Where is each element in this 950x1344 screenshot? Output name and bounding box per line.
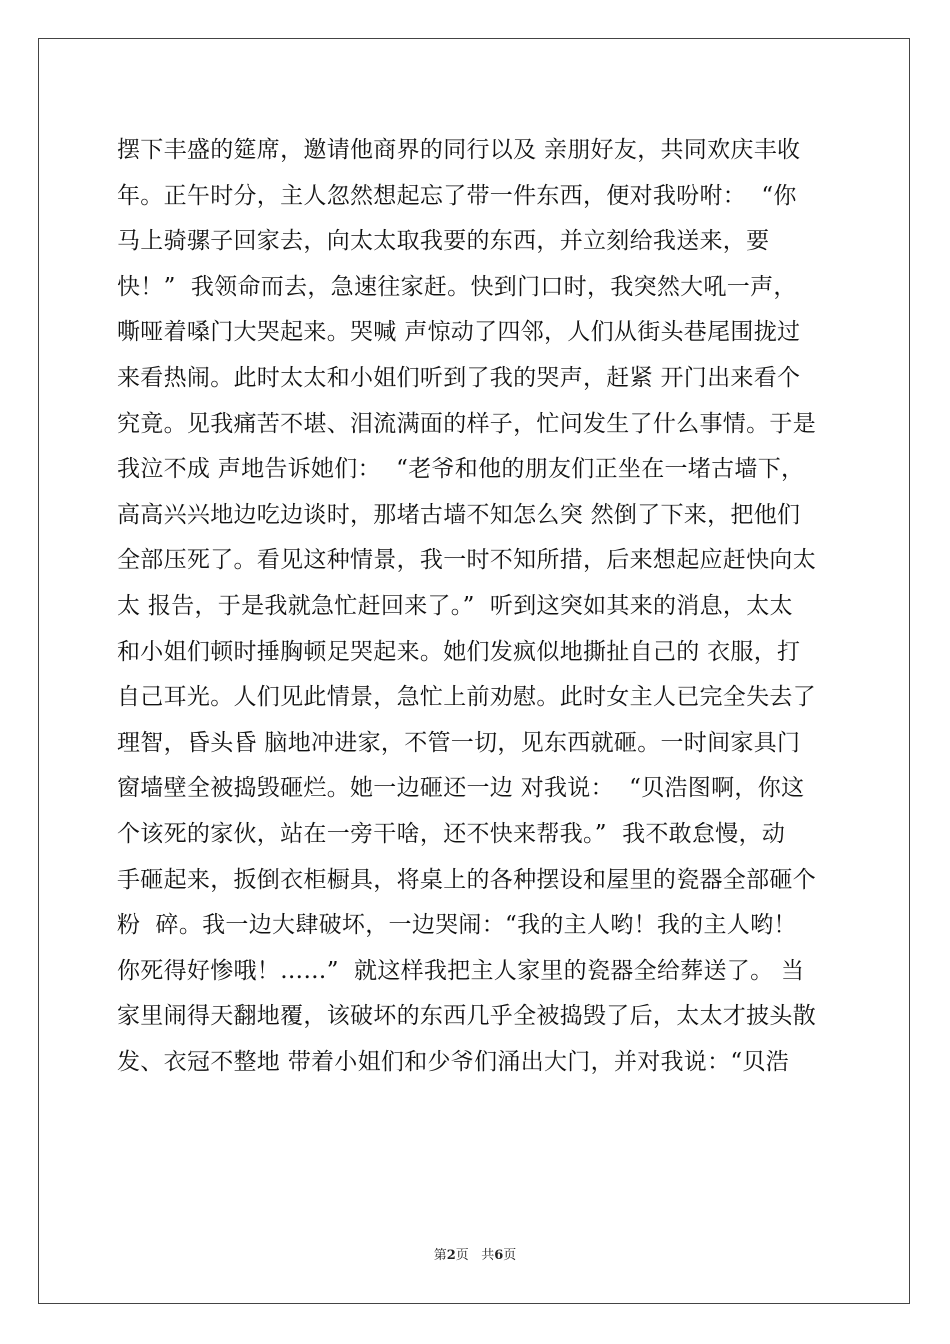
text-line: 摆下丰盛的筵席，邀请他商界的同行以及 亲朋好友，共同欢庆丰收 — [117, 137, 801, 163]
text-line: 太 报告，于是我就急忙赶回来了。” 听到这突如其来的消息，太太 — [117, 592, 793, 619]
text-line: 年。正午时分，主人忽然想起忘了带一件东西，便对我吩咐： “你 — [117, 182, 797, 209]
text-line: 自己耳光。人们见此情景，急忙上前劝慰。此时女主人已完全失去了 — [117, 684, 816, 711]
text-line: 你死得好惨哦！……” 就这样我把主人家里的瓷器全给葬送了。 当 — [117, 957, 805, 984]
text-line: 马上骑骡子回家去，向太太取我要的东西，并立刻给我送来，要 — [117, 228, 770, 255]
page-footer — [0, 1244, 950, 1263]
total-page-number: 6 — [494, 1248, 504, 1263]
footer-prefix: 第 — [433, 1248, 447, 1263]
text-line: 来看热闹。此时太太和小姐们听到了我的哭声，赶紧 开门出来看个 — [117, 364, 801, 391]
text-line: 手砸起来，扳倒衣柜橱具，将桌上的各种摆设和屋里的瓷器全部砸个 — [117, 866, 816, 893]
footer-total-prefix: 共 — [481, 1248, 495, 1263]
text-line: 发、衣冠不整地 带着小姐们和少爷们涌出大门，并对我说：“贝浩 — [117, 1048, 790, 1075]
text-line: 理智，昏头昏 脑地冲进家，不管一切，见东西就砸。一时间家具门 — [117, 729, 801, 756]
text-line: 全部压死了。看见这种情景，我一时不知所措，后来想起应赶快向太 — [117, 547, 816, 574]
text-line: 粉 碎。我一边大肆破坏，一边哭闹：“我的主人哟！我的主人哟！ — [117, 912, 797, 939]
text-line: 高高兴兴地边吃边谈时，那堵古墙不知怎么突 然倒了下来，把他们 — [117, 501, 801, 528]
footer-page-suffix: 页 — [455, 1248, 469, 1263]
text-line: 嘶哑着嗓门大哭起来。哭喊 声惊动了四邻，人们从街头巷尾围拢过 — [117, 319, 801, 346]
text-line: 个该死的家伙，站在一旁干啥，还不快来帮我。” 我不敢怠慢，动 — [117, 820, 786, 847]
text-line: 快！” 我领命而去，急速往家赶。快到门口时，我突然大吼一声， — [117, 273, 797, 300]
text-line: 究竟。见我痛苦不堪、泪流满面的样子，忙问发生了什么事情。于是 — [117, 410, 816, 437]
body-text — [117, 128, 837, 1085]
current-page-number: 2 — [446, 1248, 456, 1263]
text-line: 我泣不成 声地告诉她们： “老爷和他的朋友们正坐在一堵古墙下， — [117, 456, 805, 483]
text-line: 和小姐们顿时捶胸顿足哭起来。她们发疯似地撕扯自己的 衣服，打 — [117, 638, 801, 665]
text-line: 家里闹得天翻地覆，该破坏的东西几乎全被捣毁了后，太太才披头散 — [117, 1003, 816, 1030]
text-line: 窗墙壁全被捣毁砸烂。她一边砸还一边 对我说： “贝浩图啊，你这 — [117, 775, 805, 802]
footer-total-suffix: 页 — [503, 1248, 517, 1263]
